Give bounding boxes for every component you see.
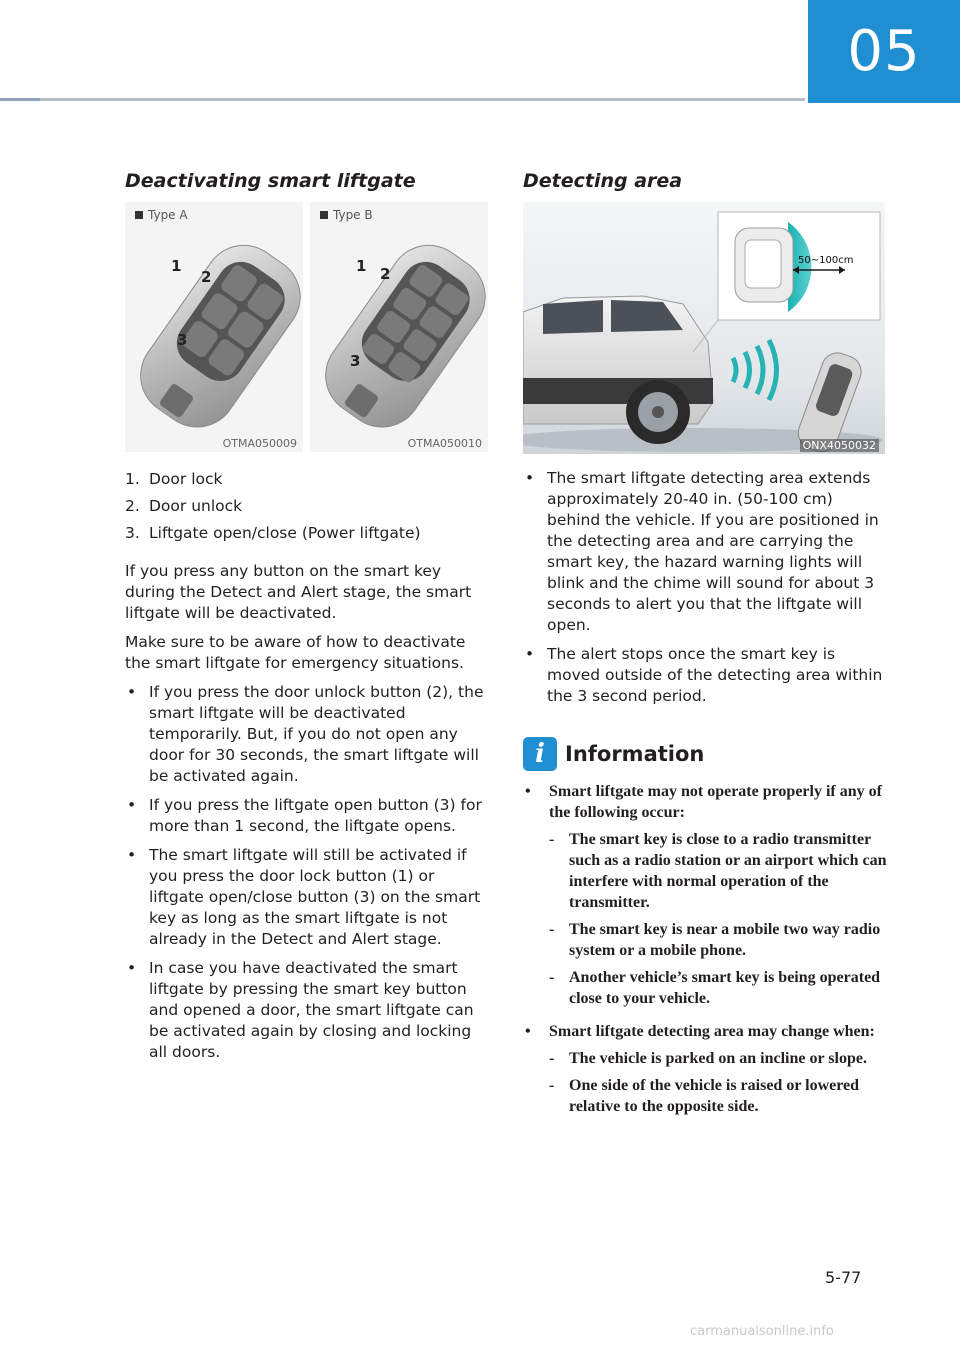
- list-item: [125, 682, 490, 787]
- bullet-icon: •: [127, 959, 137, 977]
- bullet-icon: •: [525, 645, 535, 663]
- right-column: [523, 170, 888, 1129]
- list-number: 3.: [125, 524, 140, 542]
- callout-2: 2: [380, 265, 391, 283]
- section-title-deactivating: Deactivating smart liftgate: [125, 170, 416, 192]
- header-rule: [0, 98, 805, 101]
- bullet-icon: •: [127, 683, 137, 701]
- bullet-text: The smart liftgate will still be activated if you press the door lock button (1) or liftgate open/close button (3) on the smart key as long as the smart liftgate is not already in the Detect and Alert stage.: [149, 846, 481, 948]
- list-item: [549, 967, 888, 1009]
- keyfob-type-b-illustration: [310, 202, 488, 452]
- figure-label-text: Type B: [333, 208, 373, 222]
- dash-icon: -: [549, 969, 555, 986]
- information-icon: i: [523, 737, 557, 771]
- info-item-text: Smart liftgate may not operate properly if any of the following occur:: [549, 783, 882, 821]
- bullet-icon: •: [525, 783, 531, 800]
- keyfob-figure-type-b: [310, 202, 488, 452]
- figure-code-b: OTMA050010: [407, 437, 482, 450]
- sub-item-text: The smart key is close to a radio transmitter such as a radio station or an airport which can interfere with normal operation of the transmitter.: [569, 831, 887, 911]
- dash-icon: -: [549, 1050, 555, 1067]
- figure-label-type-a: [135, 208, 188, 222]
- bullet-text: If you press the liftgate open button (3) for more than 1 second, the liftgate opens.: [149, 796, 482, 835]
- left-column: [125, 170, 490, 1071]
- callout-1: 1: [356, 257, 367, 275]
- detecting-bullets: [523, 468, 888, 707]
- list-number: 2.: [125, 497, 140, 515]
- list-item: [125, 795, 490, 837]
- information-list: [523, 781, 888, 1123]
- detecting-area-illustration: [523, 202, 885, 454]
- detecting-area-figure: [523, 202, 885, 454]
- bullet-icon: •: [127, 846, 137, 864]
- list-number: 1.: [125, 470, 140, 488]
- keyfob-figures: [125, 202, 490, 452]
- sub-item-text: The smart key is near a mobile two way radio system or a mobile phone.: [569, 921, 881, 959]
- list-item: [125, 958, 490, 1063]
- information-title: Information: [565, 742, 705, 766]
- callout-3: 3: [350, 352, 361, 370]
- bullet-text: The smart liftgate detecting area extends approximately 20-40 in. (50-100 cm) behind the vehicle. If you are positioned in the detecting area and are carrying the smart key, the hazard warning lights will blink and the chime will sound for about 3 seconds to alert you that the liftgate will open.: [547, 469, 879, 634]
- bullet-icon: •: [127, 796, 137, 814]
- section-title-detecting: Detecting area: [523, 170, 683, 192]
- info-sublist: [549, 829, 888, 1009]
- bullet-icon: •: [525, 1023, 531, 1040]
- list-text: Door lock: [149, 470, 223, 488]
- list-item: [549, 1048, 888, 1069]
- info-item-text: Smart liftgate detecting area may change when:: [549, 1023, 875, 1040]
- information-header: [523, 737, 888, 771]
- figure-label-text: Type A: [148, 208, 188, 222]
- bullet-icon: •: [525, 469, 535, 487]
- sub-item-text: One side of the vehicle is raised or lowered relative to the opposite side.: [569, 1077, 860, 1115]
- figure-code-a: OTMA050009: [222, 437, 297, 450]
- list-item: [549, 829, 888, 913]
- bullet-text: The alert stops once the smart key is moved outside of the detecting area within the 3 second period.: [547, 645, 883, 705]
- callout-1: 1: [171, 257, 182, 275]
- dash-icon: -: [549, 1077, 555, 1094]
- figure-label-type-b: [320, 208, 373, 222]
- list-item: [549, 919, 888, 961]
- figure-code-detecting: ONX4050032: [800, 439, 879, 452]
- page-number: 5-77: [825, 1268, 862, 1287]
- watermark: carmanualsonline.info: [690, 1324, 834, 1339]
- keyfob-type-a-illustration: [125, 202, 303, 452]
- bullet-text: In case you have deactivated the smart liftgate by pressing the smart key button and opened a door, the smart liftgate can be activated again by closing and locking all doors.: [149, 959, 474, 1061]
- callout-2: 2: [201, 268, 212, 286]
- keyfob-figure-type-a: [125, 202, 303, 452]
- list-item: [125, 520, 490, 547]
- bullet-square-icon: [135, 211, 143, 219]
- callout-3: 3: [177, 331, 188, 349]
- list-text: Liftgate open/close (Power liftgate): [149, 524, 421, 542]
- info-sublist: [549, 1048, 888, 1117]
- bullet-text: If you press the door unlock button (2), the smart liftgate will be deactivated temporarily. But, if you do not open any door for 30 seconds, the smart liftgate will be activated again.: [149, 683, 484, 785]
- list-item: [125, 466, 490, 493]
- chapter-number: 05: [847, 19, 921, 84]
- deactivation-bullets: [125, 682, 490, 1063]
- paragraph-deactivation: If you press any button on the smart key during the Detect and Alert stage, the smart liftgate will be deactivated.: [125, 562, 472, 622]
- header-rule-accent: [0, 98, 40, 101]
- paragraph-emergency: Make sure to be aware of how to deactivate the smart liftgate for emergency situations.: [125, 633, 466, 672]
- chapter-tab: [808, 0, 960, 103]
- list-item: [125, 493, 490, 520]
- dash-icon: -: [549, 831, 555, 848]
- list-item: [549, 1075, 888, 1117]
- sub-item-text: The vehicle is parked on an incline or slope.: [569, 1050, 867, 1067]
- list-item: [125, 845, 490, 950]
- dash-icon: -: [549, 921, 555, 938]
- sub-item-text: Another vehicle’s smart key is being operated close to your vehicle.: [569, 969, 881, 1007]
- list-item: [523, 781, 888, 1015]
- list-text: Door unlock: [149, 497, 243, 515]
- button-legend-list: [125, 466, 490, 547]
- distance-label: 50~100cm: [798, 255, 854, 266]
- bullet-square-icon: [320, 211, 328, 219]
- list-item: [523, 644, 888, 707]
- list-item: [523, 468, 888, 636]
- list-item: [523, 1021, 888, 1123]
